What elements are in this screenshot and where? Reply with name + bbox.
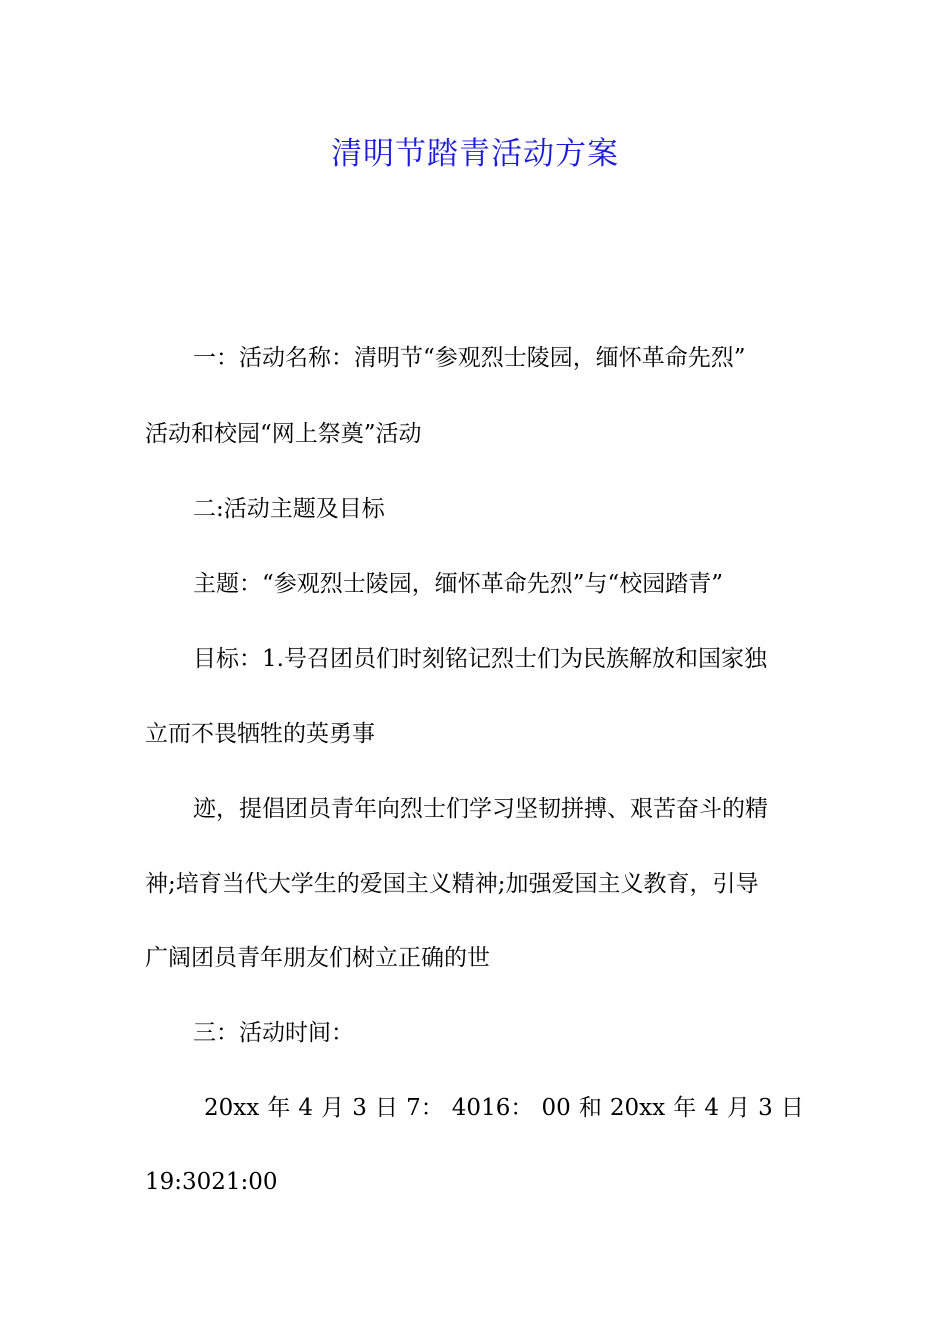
text-line-time [204, 1093, 804, 1123]
text-line-goal: 目标：1.号召团员们时刻铭记烈士们为民族解放和国家独 [193, 646, 767, 672]
text-line-spirit: 神;培育当代大学生的爱国主义精神;加强爱国主义教育，引导 [145, 871, 759, 897]
time-part: 年 [673, 1095, 697, 1121]
time-part: 和 [578, 1095, 602, 1121]
time-part: 00 [541, 1095, 571, 1121]
time-part: 20xx [609, 1095, 666, 1121]
text-line-section-three-heading: 三：活动时间： [193, 1020, 354, 1046]
time-part: 年 [267, 1095, 291, 1121]
time-part: 月 [727, 1095, 751, 1121]
text-line-guide: 广阔团员青年朋友们树立正确的世 [145, 945, 490, 971]
time-part: 4 [298, 1095, 314, 1121]
text-line-activity-name-cont: 活动和校园“网上祭奠”活动 [145, 421, 422, 447]
text-line-theme: 主题：“参观烈士陵园，缅怀革命先烈”与“校园踏青” [193, 571, 724, 597]
text-line-section-two-heading: 二:活动主题及目标 [193, 496, 385, 522]
time-part: 7： [406, 1095, 444, 1121]
text-line-activity-name: 一：活动名称：清明节“参观烈士陵园，缅怀革命先烈” [193, 345, 746, 371]
document-title: 清明节踏青活动方案 [331, 136, 619, 172]
time-part: 3 [758, 1095, 773, 1121]
time-part: 20xx [204, 1095, 260, 1121]
time-part: 月 [321, 1095, 345, 1121]
time-part: 4016： [451, 1095, 534, 1121]
time-part: 4 [704, 1095, 719, 1121]
text-line-deeds: 迹，提倡团员青年向烈士们学习坚韧拼搏、艰苦奋斗的精 [193, 796, 768, 822]
text-line-time-cont: 19:3021:00 [145, 1169, 278, 1195]
text-line-goal-cont: 立而不畏牺牲的英勇事 [145, 721, 375, 747]
time-part: 日 [780, 1095, 804, 1121]
time-part: 3 [352, 1095, 367, 1121]
time-part: 日 [374, 1095, 398, 1121]
